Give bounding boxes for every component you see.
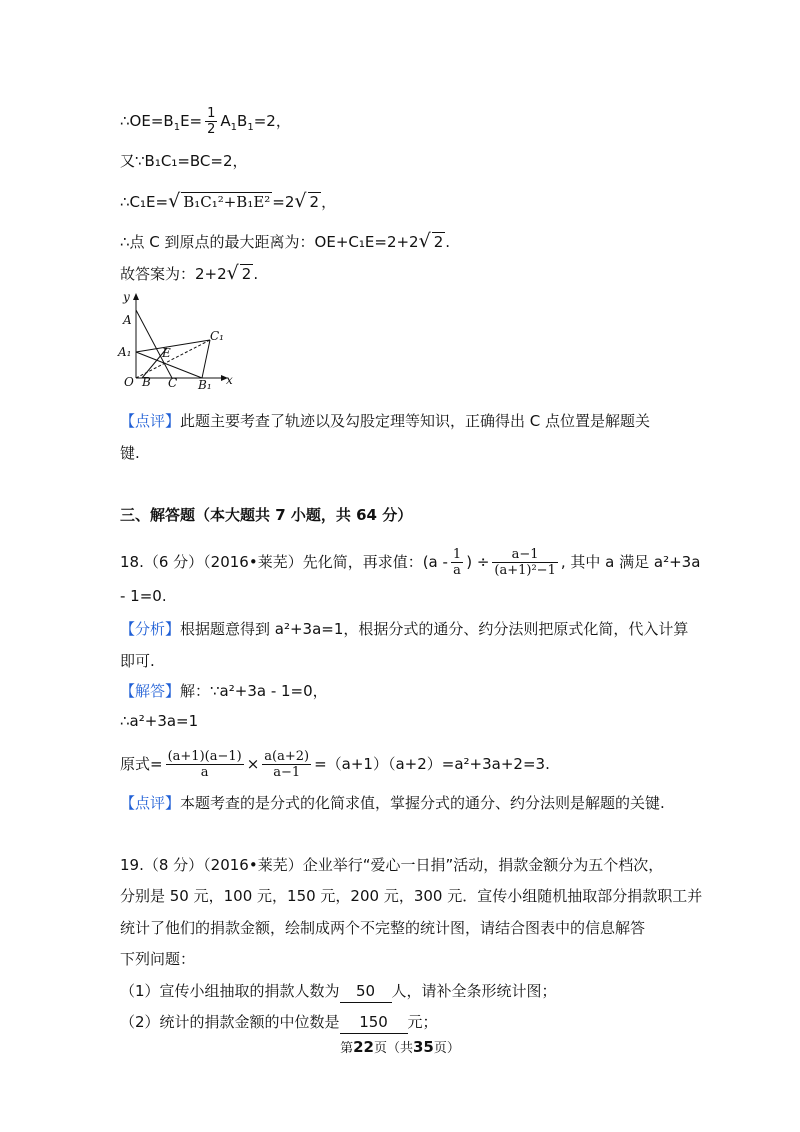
text: A	[220, 112, 231, 130]
text: 故答案为：2+2	[120, 265, 227, 283]
q19-line-2: 分别是 50 元，100 元，150 元，200 元，300 元．宣传小组随机抽取部分捐款职工并	[120, 887, 703, 905]
q18-comment	[120, 792, 665, 814]
text: ∴C₁E=	[120, 193, 169, 211]
text: 人，请补全条形统计图；	[391, 982, 557, 1000]
label-y: y	[123, 290, 130, 304]
q19-part-2	[120, 1011, 438, 1034]
sqrt-symbol: √	[168, 190, 181, 212]
fraction-half	[205, 106, 217, 137]
label-x: x	[226, 373, 233, 387]
solution-line-1: $\therefore OE=B_1E=$ $\frac{1}{2}$ $A_1B_1=2$，	[120, 106, 291, 137]
analysis-tag: 【分析】	[120, 620, 181, 638]
geometry-figure	[112, 290, 242, 390]
section-heading: 三、解答题（本大题共 7 小题，共 64 分）	[120, 506, 413, 524]
comment-line-2: 键.	[120, 444, 140, 462]
radicand: 2	[309, 193, 320, 211]
q18-calc	[120, 749, 550, 780]
q18-line-1	[120, 547, 700, 578]
radicand: B₁C₁²+B₁E²	[183, 193, 271, 211]
fraction	[451, 547, 463, 578]
answer-blank: 150	[340, 1011, 408, 1034]
segment-B1C1	[202, 340, 210, 378]
text: =2	[272, 193, 295, 211]
label-A1: A₁	[118, 345, 132, 359]
text: ) ÷	[466, 553, 490, 571]
solution-line-2: 又∵B₁C₁=BC=2，	[120, 152, 248, 170]
page-footer	[0, 1037, 800, 1056]
text: , 其中 a 满足 a²+3a	[560, 553, 701, 571]
q18-answer-1	[120, 680, 328, 702]
text: （1）宣传小组抽取的捐款人数为	[120, 982, 340, 1000]
solution-line-5	[120, 262, 258, 285]
page-number: 22	[353, 1038, 374, 1056]
text: 页（共	[373, 1041, 413, 1056]
text: 原式=	[120, 755, 163, 773]
label-B1: B₁	[198, 378, 212, 390]
text: E=	[180, 112, 203, 130]
q19-line-4: 下列问题：	[120, 950, 196, 968]
sqrt-symbol: √	[226, 262, 239, 284]
text: 本题考查的是分式的化简求值，掌握分式的通分、约分法则是解题的关键.	[180, 794, 665, 812]
text: ∴OE=B	[120, 112, 174, 130]
q19-line-3: 统计了他们的捐款金额，绘制成两个不完整的统计图，请结合图表中的信息解答	[120, 919, 646, 937]
label-B: B	[142, 375, 151, 389]
y-axis-arrow	[133, 293, 139, 300]
text: 18.（6 分）（2016•莱芜）先化简，再求值：(a -	[120, 553, 448, 571]
frac-num: (a+1)(a−1)	[167, 749, 242, 764]
label-A: A	[123, 313, 132, 327]
text: ，	[321, 193, 337, 211]
text: 第	[340, 1041, 354, 1056]
text: 元；	[407, 1013, 438, 1031]
times-sign: ×	[246, 755, 260, 773]
frac-den: a−1	[273, 765, 301, 780]
q19-part-1	[120, 980, 557, 1003]
text: .	[445, 233, 451, 251]
text: （2）统计的捐款金额的中位数是	[120, 1013, 340, 1031]
sqrt-symbol: √	[294, 190, 307, 212]
radicand: 2	[433, 233, 444, 251]
text: 页）	[433, 1041, 460, 1056]
frac-num: a(a+2)	[264, 749, 310, 764]
text: =（a+1）（a+2）=a²+3a+2=3.	[314, 755, 550, 773]
solution-line-3	[120, 190, 336, 213]
text: 此题主要考查了轨迹以及勾股定理等知识，正确得出 C 点位置是解题关	[180, 412, 651, 430]
text: 根据题意得到 a²+3a=1，根据分式的通分、约分法则把原式化简，代入计算	[180, 620, 689, 638]
q18-line-2: - 1=0.	[120, 587, 167, 605]
label-C1: C₁	[210, 329, 224, 343]
label-C: C	[168, 376, 178, 390]
text: =2，	[253, 112, 291, 130]
solution-line-4	[120, 230, 450, 253]
q18-analysis-2: 即可.	[120, 652, 155, 670]
comment-line-1	[120, 410, 650, 432]
q18-analysis-1	[120, 618, 688, 640]
frac-den: 2	[207, 122, 216, 137]
fraction	[262, 749, 311, 780]
answer-blank: 50	[340, 980, 392, 1003]
label-E: E	[162, 346, 171, 360]
frac-den: a	[453, 563, 461, 578]
frac-num: 1	[207, 106, 216, 121]
text: ∴点 C 到原点的最大距离为：OE+C₁E=2+2	[120, 233, 419, 251]
label-O: O	[124, 375, 134, 389]
radicand: 2	[241, 265, 252, 283]
fraction	[492, 547, 557, 578]
frac-num: 1	[452, 547, 462, 562]
comment-tag: 【点评】	[120, 412, 181, 430]
text: 解：∵a²+3a - 1=0，	[180, 682, 328, 700]
text: B	[237, 112, 248, 130]
answer-tag: 【解答】	[120, 682, 181, 700]
frac-num: a−1	[492, 547, 557, 563]
page-total: 35	[413, 1038, 434, 1056]
frac-den: (a+1)²−1	[494, 563, 556, 578]
q18-answer-2: ∴a²+3a=1	[120, 712, 199, 730]
frac-den: a	[200, 765, 209, 780]
text: .	[253, 265, 259, 283]
q19-line-1: 19.（8 分）（2016•莱芜）企业举行“爱心一日捐”活动，捐款金额分为五个档次，	[120, 856, 664, 874]
fraction	[166, 749, 244, 780]
sqrt-symbol: √	[418, 230, 431, 252]
segment-AC	[136, 310, 172, 378]
comment-tag: 【点评】	[120, 794, 181, 812]
